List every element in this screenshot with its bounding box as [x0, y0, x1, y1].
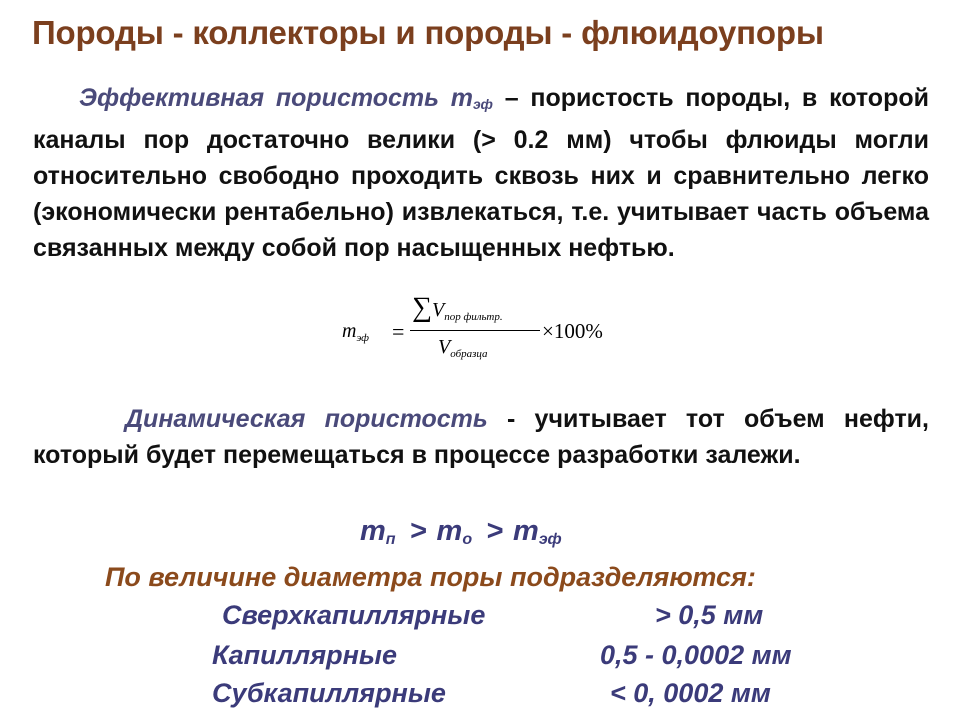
class-value-supercapillary: > 0,5 мм — [655, 600, 764, 630]
effective-porosity-formula — [330, 292, 670, 374]
formula-equals: = — [392, 319, 405, 344]
porosity-inequality: mп > mо > mэф — [360, 515, 562, 548]
effective-porosity-paragraph — [33, 80, 929, 266]
formula-denominator: $V_{образца}$ — [438, 336, 488, 360]
formula-numerator: $\sum V_{пор фильтр.}$ — [412, 292, 503, 323]
fraction-bar — [410, 330, 540, 331]
class-value-capillary: 0,5 - 0,0002 мм — [600, 640, 792, 670]
formula-percent-factor: ×100% — [542, 319, 603, 343]
formula-lhs: $m_{эф}$ — [342, 320, 369, 344]
classification-heading: По величине диаметра поры подразделяются: — [105, 562, 756, 592]
dynamic-porosity-paragraph — [33, 401, 929, 473]
class-value-subcapillary: < 0, 0002 мм — [610, 678, 771, 708]
class-name-supercapillary: Сверхкапиллярные — [222, 600, 486, 630]
slide-title: Породы - коллекторы и породы - флюидоупоры — [32, 14, 824, 51]
effective-porosity-definition: – пористость породы, в которой каналы пор достаточно велики (> 0.2 мм) чтобы флюиды могли относительно свободно проходить сквозь них и сравнительно легко (экономически рентабельно) извлекаться, т.е. учитывает часть объема связанных между собой пор насыщенных нефтью. — [33, 84, 929, 262]
effective-porosity-term: Эффективная пористость $m_{эф}$ — [79, 84, 493, 112]
effective-porosity-symbol: m — [450, 84, 474, 112]
sum-icon: ∑ — [412, 292, 432, 323]
effective-porosity-symbol-sub: эф — [473, 96, 493, 112]
class-name-subcapillary: Субкапиллярные — [212, 678, 446, 708]
dynamic-porosity-term: Динамическая пористость — [125, 405, 488, 433]
class-name-capillary: Капиллярные — [212, 640, 397, 670]
dynamic-porosity-definition: - учитывает тот объем нефти, который будет перемещаться в процессе разработки залежи. — [33, 405, 929, 469]
